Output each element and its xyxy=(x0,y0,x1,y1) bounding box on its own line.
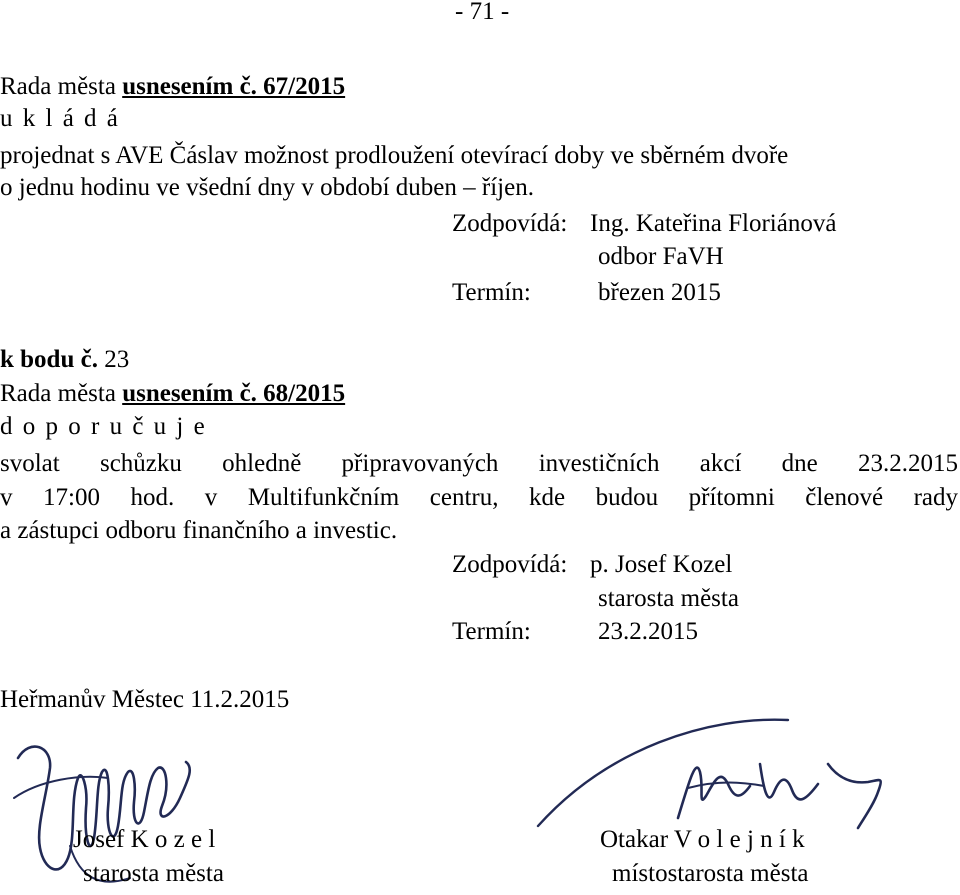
resolution-lead: Rada města xyxy=(0,380,123,407)
term-value: 23.2.2015 xyxy=(598,618,698,645)
responsible-department: odbor FaVH xyxy=(598,243,724,270)
resolution-67-header xyxy=(0,71,345,103)
item-heading-number: 23 xyxy=(97,346,130,373)
resolution-text-line: v 17:00 hod. v Multifunkčním centru, kde budou přítomni členové rady xyxy=(0,484,958,511)
item-heading-bold: k bodu č. xyxy=(0,346,98,373)
resolution-number: usnesením č. 67/2015 xyxy=(122,73,346,100)
term-label: Termín: xyxy=(452,618,531,645)
place-date: Heřmanův Městec 11.2.2015 xyxy=(0,686,290,713)
resolution-text-line: projednat s AVE Čáslav možnost prodloužení otevírací doby ve sběrném dvoře xyxy=(0,142,789,169)
resolution-68-header xyxy=(0,378,345,410)
signatory-1-role: starosta města xyxy=(83,860,224,887)
responsible-name: p. Josef Kozel xyxy=(590,551,733,578)
signatory-1-name: Josef K o z e l xyxy=(73,826,216,853)
term-value: březen 2015 xyxy=(598,279,721,306)
term-label: Termín: xyxy=(452,279,531,306)
signatory-2-role: místostarosta města xyxy=(612,860,809,887)
signatory-2-name: Otakar V o l e j n í k xyxy=(600,826,805,853)
responsible-label: Zodpovídá: xyxy=(452,551,568,578)
responsible-label: Zodpovídá: xyxy=(452,210,568,237)
resolution-text-line: svolat schůzku ohledně připravovaných investičních akcí dne 23.2.2015 xyxy=(0,450,958,477)
responsible-name: Ing. Kateřina Floriánová xyxy=(590,210,837,237)
page-number: - 71 - xyxy=(455,0,510,25)
resolution-lead: Rada města xyxy=(0,73,123,100)
resolution-number: usnesením č. 68/2015 xyxy=(122,380,346,407)
resolution-verb: u k l á d á xyxy=(0,105,120,132)
resolution-text-line: a zástupci odboru finančního a investic. xyxy=(0,517,398,544)
resolution-verb: d o p o r u č u j e xyxy=(0,413,207,440)
responsible-role: starosta města xyxy=(598,585,739,612)
resolution-text-line: o jednu hodinu ve všední dny v období duben – říjen. xyxy=(0,174,534,201)
item-heading xyxy=(0,344,129,376)
